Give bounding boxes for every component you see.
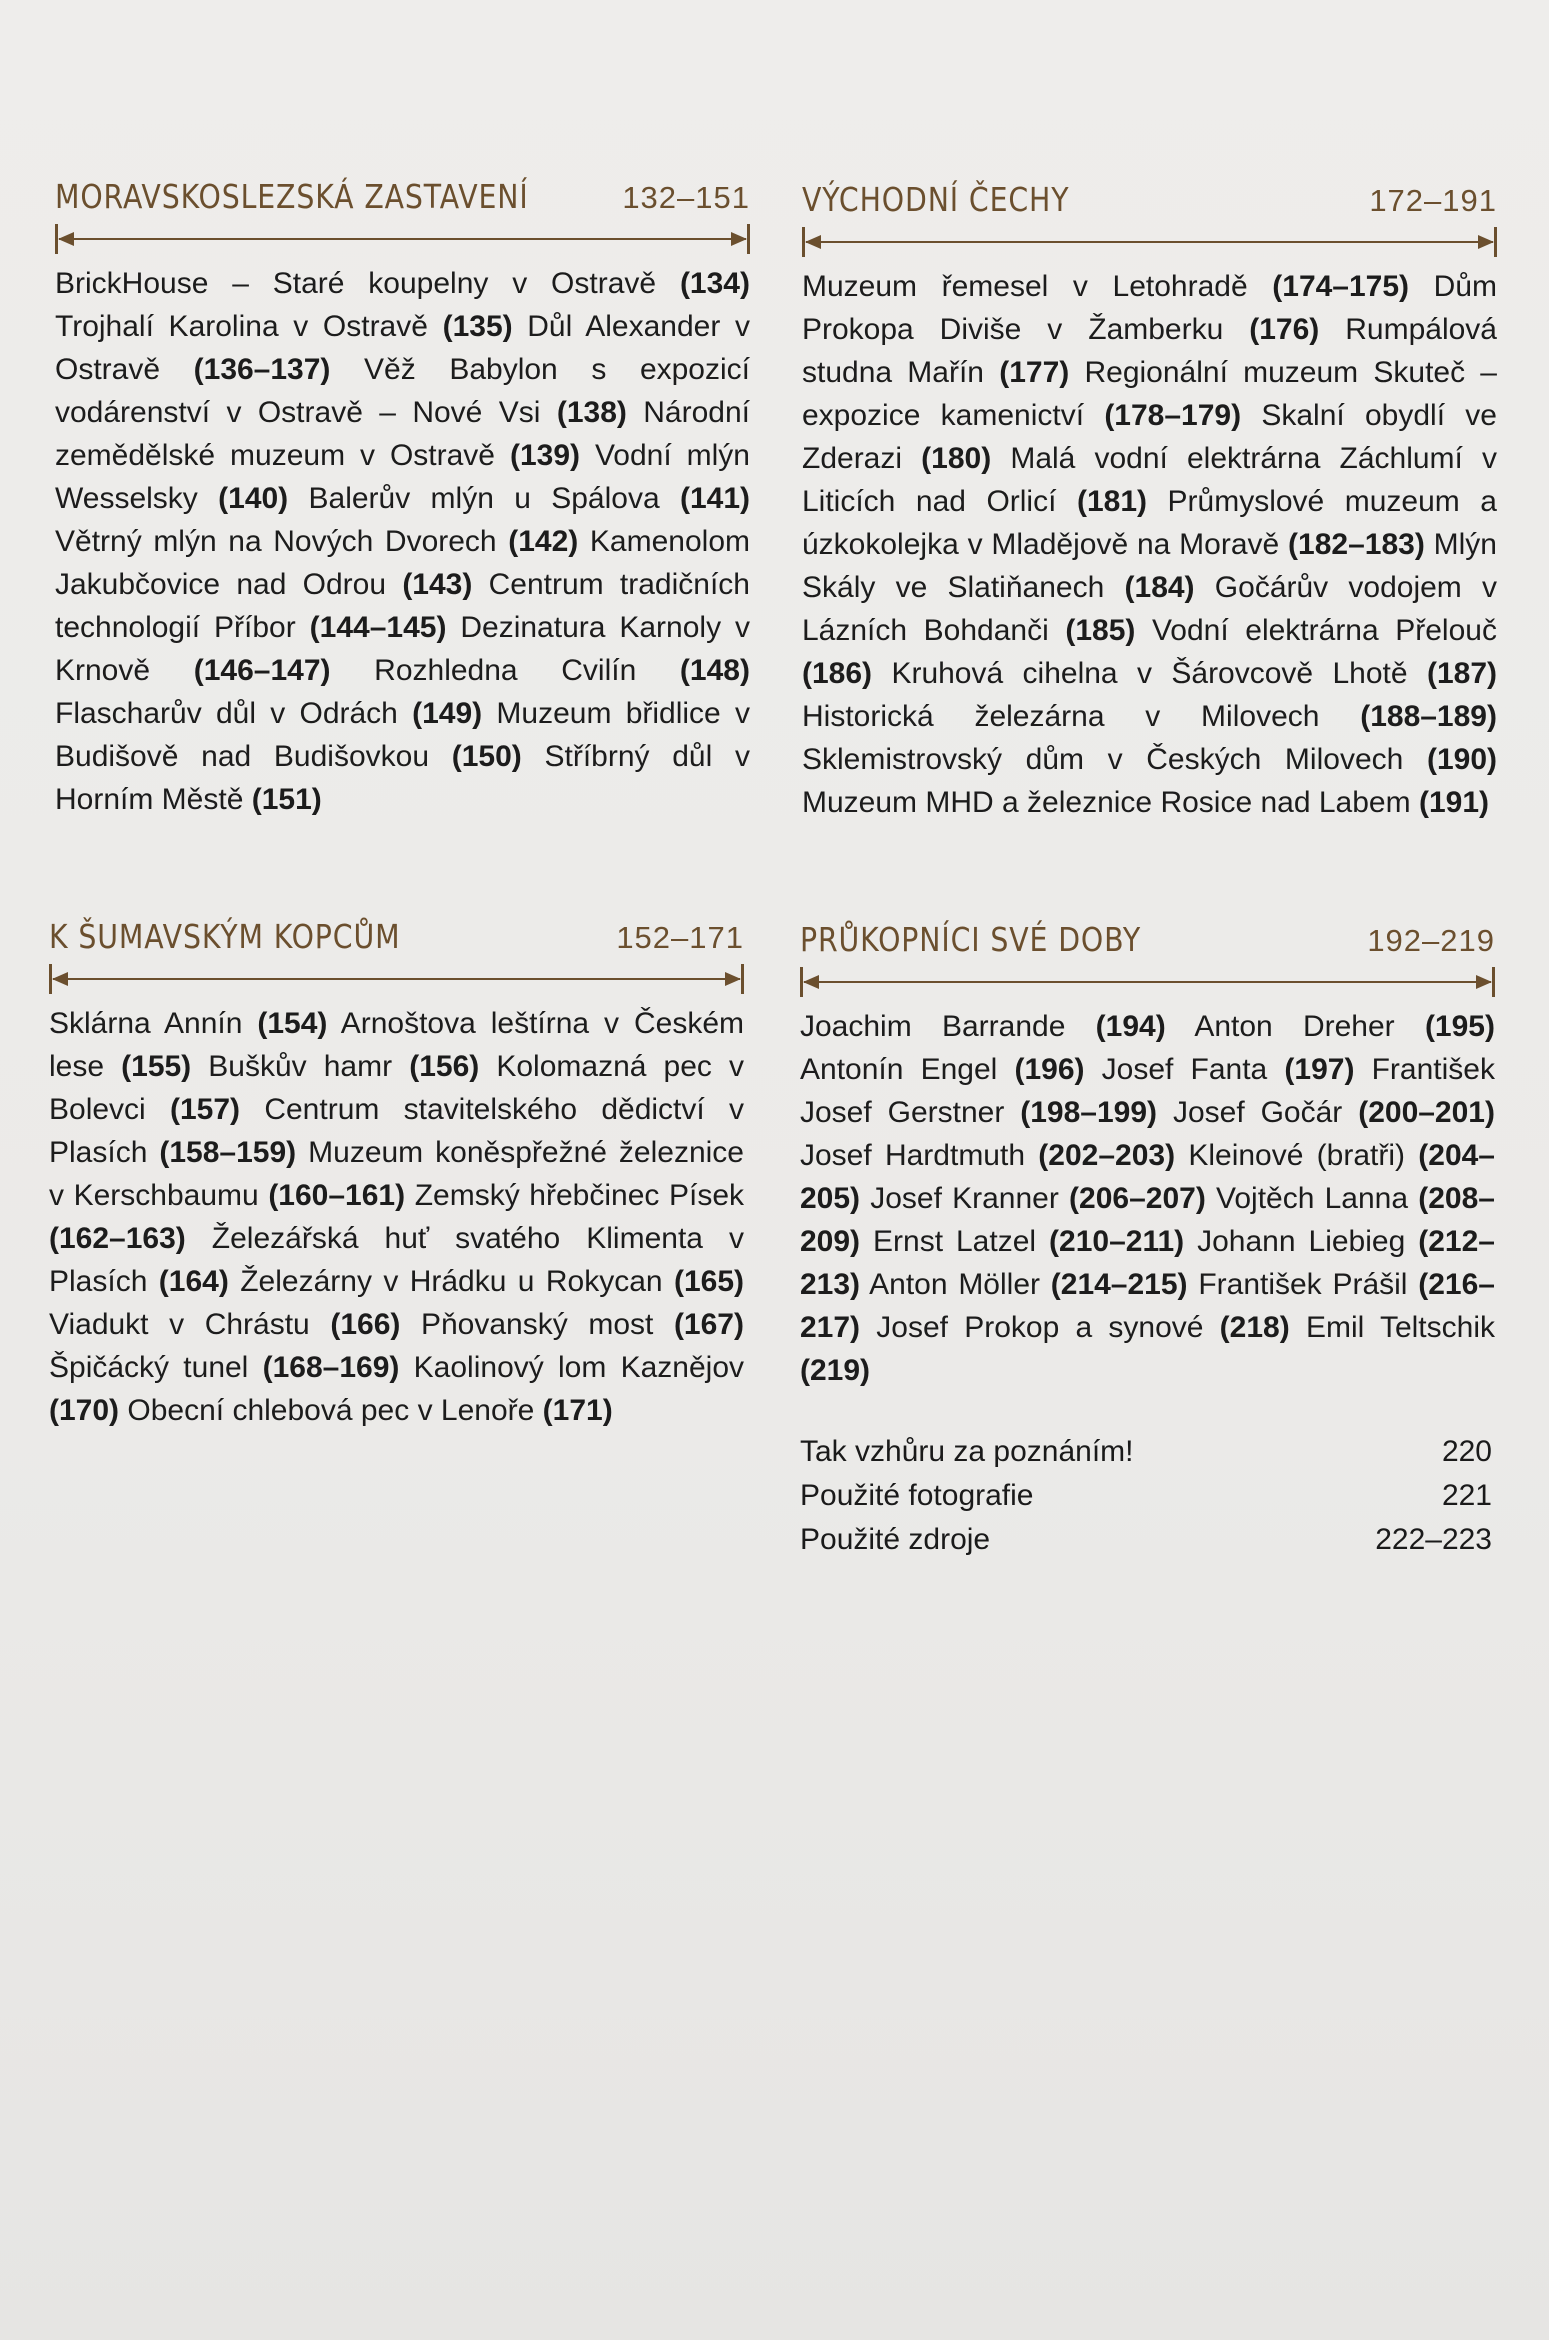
- entry-name: Josef Fanta: [1101, 1053, 1268, 1086]
- entry-page: (191): [1418, 786, 1489, 819]
- range-arrow-icon: [49, 964, 744, 994]
- entry-page: (148): [679, 654, 750, 687]
- entry-page: (166): [330, 1308, 401, 1341]
- entry-name: Anton Dreher: [1194, 1010, 1395, 1043]
- entry-page: (218): [1219, 1311, 1290, 1344]
- entry-page: (135): [442, 310, 513, 343]
- entry-name: Špičácký tunel: [49, 1351, 249, 1384]
- entry-page: (185): [1065, 614, 1136, 647]
- entry-name: BrickHouse – Staré koupelny v Ostravě: [55, 267, 657, 300]
- entry-name: Josef Gočár: [1172, 1096, 1343, 1129]
- section-header: [800, 913, 1495, 959]
- entry-page: (176): [1249, 313, 1320, 346]
- section-vychodni-cechy: [802, 173, 1497, 824]
- entry-page: (139): [509, 439, 580, 472]
- back-matter-list: [800, 1430, 1492, 1562]
- toc-row: [800, 1518, 1492, 1562]
- entry-name: František Josef Gerstner: [800, 1053, 1495, 1129]
- range-arrow-icon: [800, 967, 1495, 997]
- entry-name: Sklemistrovský dům v Českých Milovech: [802, 743, 1404, 776]
- entry-page: (151): [251, 783, 322, 816]
- toc-label: Tak vzhůru za poznáním!: [800, 1435, 1134, 1468]
- entry-name: Železárny v Hrádku u Rokycan: [240, 1265, 663, 1298]
- section-page-range: 192–219: [1367, 923, 1495, 958]
- entry-name: Muzeum MHD a železnice Rosice nad Labem: [802, 786, 1411, 819]
- entry-page: (219): [800, 1354, 871, 1387]
- entry-page: (194): [1095, 1010, 1166, 1043]
- entry-name: Vodní elektrárna Přelouč: [1151, 614, 1497, 647]
- entry-page: (154): [257, 1007, 328, 1040]
- section-page-range: 152–171: [616, 920, 744, 955]
- entry-page: (144–145): [309, 611, 447, 644]
- entry-name: Vodní mlýn Wesselsky: [55, 439, 750, 515]
- toc-label: Použité fotografie: [800, 1479, 1034, 1512]
- entry-name: Buškův hamr: [208, 1050, 393, 1083]
- range-arrow-icon: [802, 227, 1497, 257]
- entry-page: (216–217): [800, 1268, 1495, 1344]
- entry-page: (149): [412, 697, 483, 730]
- entry-page: (167): [673, 1308, 744, 1341]
- section-title: PRŮKOPNÍCI SVÉ DOBY: [800, 920, 1142, 959]
- section-k-sumavskym-kopcum: [49, 910, 744, 1432]
- entry-name: Historická železárna v Milovech: [802, 700, 1320, 733]
- entry-page: (164): [158, 1265, 229, 1298]
- entry-name: Kleinové (bratři): [1188, 1139, 1405, 1172]
- toc-row: [800, 1430, 1492, 1474]
- entry-page: (178–179): [1104, 399, 1242, 432]
- section-prukopnici: [800, 913, 1495, 1392]
- entry-name: Kolomazná pec v Bolevci: [49, 1050, 744, 1126]
- entry-name: Obecní chlebová pec v Lenoře: [127, 1394, 535, 1427]
- entry-name: Malá vodní elektrárna Záchlumí v Liticích nad Orlicí: [802, 442, 1497, 518]
- section-page-range: 172–191: [1369, 183, 1497, 218]
- entry-name: Johann Liebieg: [1197, 1225, 1406, 1258]
- entry-page: (168–169): [262, 1351, 400, 1384]
- section-page-range: 132–151: [622, 180, 750, 215]
- entry-name: Zemský hřebčinec Písek: [414, 1179, 745, 1212]
- entry-name: Věž Babylon s expozicí vodárenství v Ostravě – Nové Vsi: [55, 353, 750, 429]
- entry-page: (162–163): [49, 1222, 186, 1255]
- entry-page: (197): [1284, 1053, 1355, 1086]
- entry-page: (150): [451, 740, 522, 773]
- entry-name: Vojtěch Lanna: [1216, 1182, 1409, 1215]
- entry-name: Josef Kranner: [870, 1182, 1059, 1215]
- entry-page: (136–137): [193, 353, 331, 386]
- entry-name: Železářská huť svatého Klimenta v Plasích: [49, 1222, 744, 1298]
- section-header: [802, 173, 1497, 219]
- section-title: VÝCHODNÍ ČECHY: [802, 180, 1070, 219]
- entry-name: František Prášil: [1198, 1268, 1408, 1301]
- entry-name: Muzeum břidlice v Budišově nad Budišovkou: [55, 697, 750, 773]
- entry-page: (208–209): [800, 1182, 1495, 1258]
- entry-page: (142): [508, 525, 579, 558]
- entry-page: (140): [218, 482, 289, 515]
- entry-page: (188–189): [1360, 700, 1497, 733]
- entry-name: Národní zemědělské muzeum v Ostravě: [55, 396, 750, 472]
- entry-page: (212–213): [800, 1225, 1495, 1301]
- entry-name: Skalní obydlí ve Zderazi: [802, 399, 1497, 475]
- entry-name: Muzeum řemesel v Letohradě: [802, 270, 1248, 303]
- entry-name: Centrum tradičních technologií Příbor: [55, 568, 750, 644]
- entry-name: Rozhledna Cvilín: [374, 654, 637, 687]
- entry-name: Josef Hardtmuth: [800, 1139, 1026, 1172]
- entry-name: Regionální muzeum Skuteč – expozice kamenictví: [802, 356, 1497, 432]
- entry-page: (202–203): [1038, 1139, 1176, 1172]
- entry-page: (190): [1426, 743, 1497, 776]
- entry-name: Centrum stavitelského dědictví v Plasích: [49, 1093, 744, 1169]
- section-entries: [802, 265, 1497, 824]
- entry-name: Důl Alexander v Ostravě: [55, 310, 750, 386]
- entry-name: Kruhová cihelna v Šárovcově Lhotě: [891, 657, 1408, 690]
- entry-name: Balerův mlýn u Spálova: [308, 482, 660, 515]
- entry-name: Kamenolom Jakubčovice nad Odrou: [55, 525, 750, 601]
- entry-page: (143): [402, 568, 473, 601]
- entry-name: Ernst Latzel: [873, 1225, 1037, 1258]
- entry-name: Gočárův vodojem v Lázních Bohdanči: [802, 571, 1498, 647]
- entry-page: (204–205): [800, 1139, 1495, 1215]
- entry-name: Flascharův důl v Odrách: [55, 697, 398, 730]
- entry-name: Mlýn Skály ve Slatiňanech: [802, 528, 1497, 604]
- entry-page: (146–147): [193, 654, 331, 687]
- toc-label: Použité zdroje: [800, 1523, 991, 1556]
- entry-page: (157): [170, 1093, 241, 1126]
- entry-page: (156): [409, 1050, 480, 1083]
- entry-page: (214–215): [1050, 1268, 1188, 1301]
- entry-name: Dezinatura Karnoly v Krnově: [55, 611, 750, 687]
- entry-name: Joachim Barrande: [800, 1010, 1066, 1043]
- entry-page: (170): [49, 1394, 120, 1427]
- entry-page: (134): [679, 267, 750, 300]
- section-header: [55, 170, 750, 216]
- section-moravskoslezska: [55, 170, 750, 821]
- entry-name: Viadukt v Chrástu: [49, 1308, 310, 1341]
- entry-name: Pňovanský most: [420, 1308, 654, 1341]
- range-arrow-icon: [55, 224, 750, 254]
- toc-page: 221: [1441, 1479, 1492, 1512]
- entry-page: (177): [999, 356, 1070, 389]
- entry-page: (160–161): [268, 1179, 406, 1212]
- entry-name: Trojhalí Karolina v Ostravě: [55, 310, 428, 343]
- section-entries: [49, 1002, 744, 1432]
- entry-page: (198–199): [1020, 1096, 1158, 1129]
- entry-name: Anton Möller: [869, 1268, 1040, 1301]
- entry-page: (165): [673, 1265, 745, 1298]
- entry-page: (158–159): [159, 1136, 297, 1169]
- entry-name: Dům Prokopa Diviše v Žamberku: [802, 270, 1497, 346]
- entry-page: (210–211): [1049, 1225, 1185, 1258]
- entry-name: Stříbrný důl v Horním Městě: [55, 740, 750, 816]
- entry-page: (200–201): [1358, 1096, 1495, 1129]
- entry-page: (186): [802, 657, 873, 690]
- entry-page: (206–207): [1069, 1182, 1206, 1215]
- entry-page: (184): [1124, 571, 1195, 604]
- entry-page: (196): [1014, 1053, 1085, 1086]
- entry-name: Větrný mlýn na Nových Dvorech: [55, 525, 497, 558]
- entry-page: (180): [921, 442, 992, 475]
- entry-name: Emil Teltschik: [1305, 1311, 1495, 1344]
- entry-name: Antonín Engel: [800, 1053, 998, 1086]
- entry-name: Josef Prokop a synové: [876, 1311, 1204, 1344]
- entry-page: (138): [556, 396, 627, 429]
- entry-page: (187): [1426, 657, 1497, 690]
- entry-name: Rumpálová studna Mařín: [802, 313, 1497, 389]
- entry-name: Průmyslové muzeum a úzkokolejka v Mladějově na Moravě: [802, 485, 1497, 561]
- section-header: [49, 910, 744, 956]
- entry-page: (141): [679, 482, 750, 515]
- entry-name: Kaolinový lom Kaznějov: [413, 1351, 745, 1384]
- section-title: MORAVSKOSLEZSKÁ ZASTAVENÍ: [55, 177, 529, 216]
- entry-name: Sklárna Annín: [49, 1007, 243, 1040]
- toc-row: [800, 1474, 1492, 1518]
- entry-name: Arnoštova leštírna v Českém lese: [49, 1007, 745, 1083]
- section-entries: [55, 262, 750, 821]
- entry-page: (171): [542, 1394, 613, 1427]
- entry-page: (195): [1424, 1010, 1495, 1043]
- entry-page: (182–183): [1288, 528, 1425, 561]
- entry-page: (155): [121, 1050, 192, 1083]
- entry-name: Muzeum koněspřežné železnice v Kerschbaumu: [49, 1136, 744, 1212]
- toc-page: 222–223: [1375, 1523, 1492, 1556]
- entry-page: (174–175): [1272, 270, 1410, 303]
- toc-page: 220: [1441, 1435, 1492, 1468]
- section-entries: [800, 1005, 1495, 1392]
- section-title: K ŠUMAVSKÝM KOPCŮM: [49, 917, 401, 956]
- entry-page: (181): [1076, 485, 1147, 518]
